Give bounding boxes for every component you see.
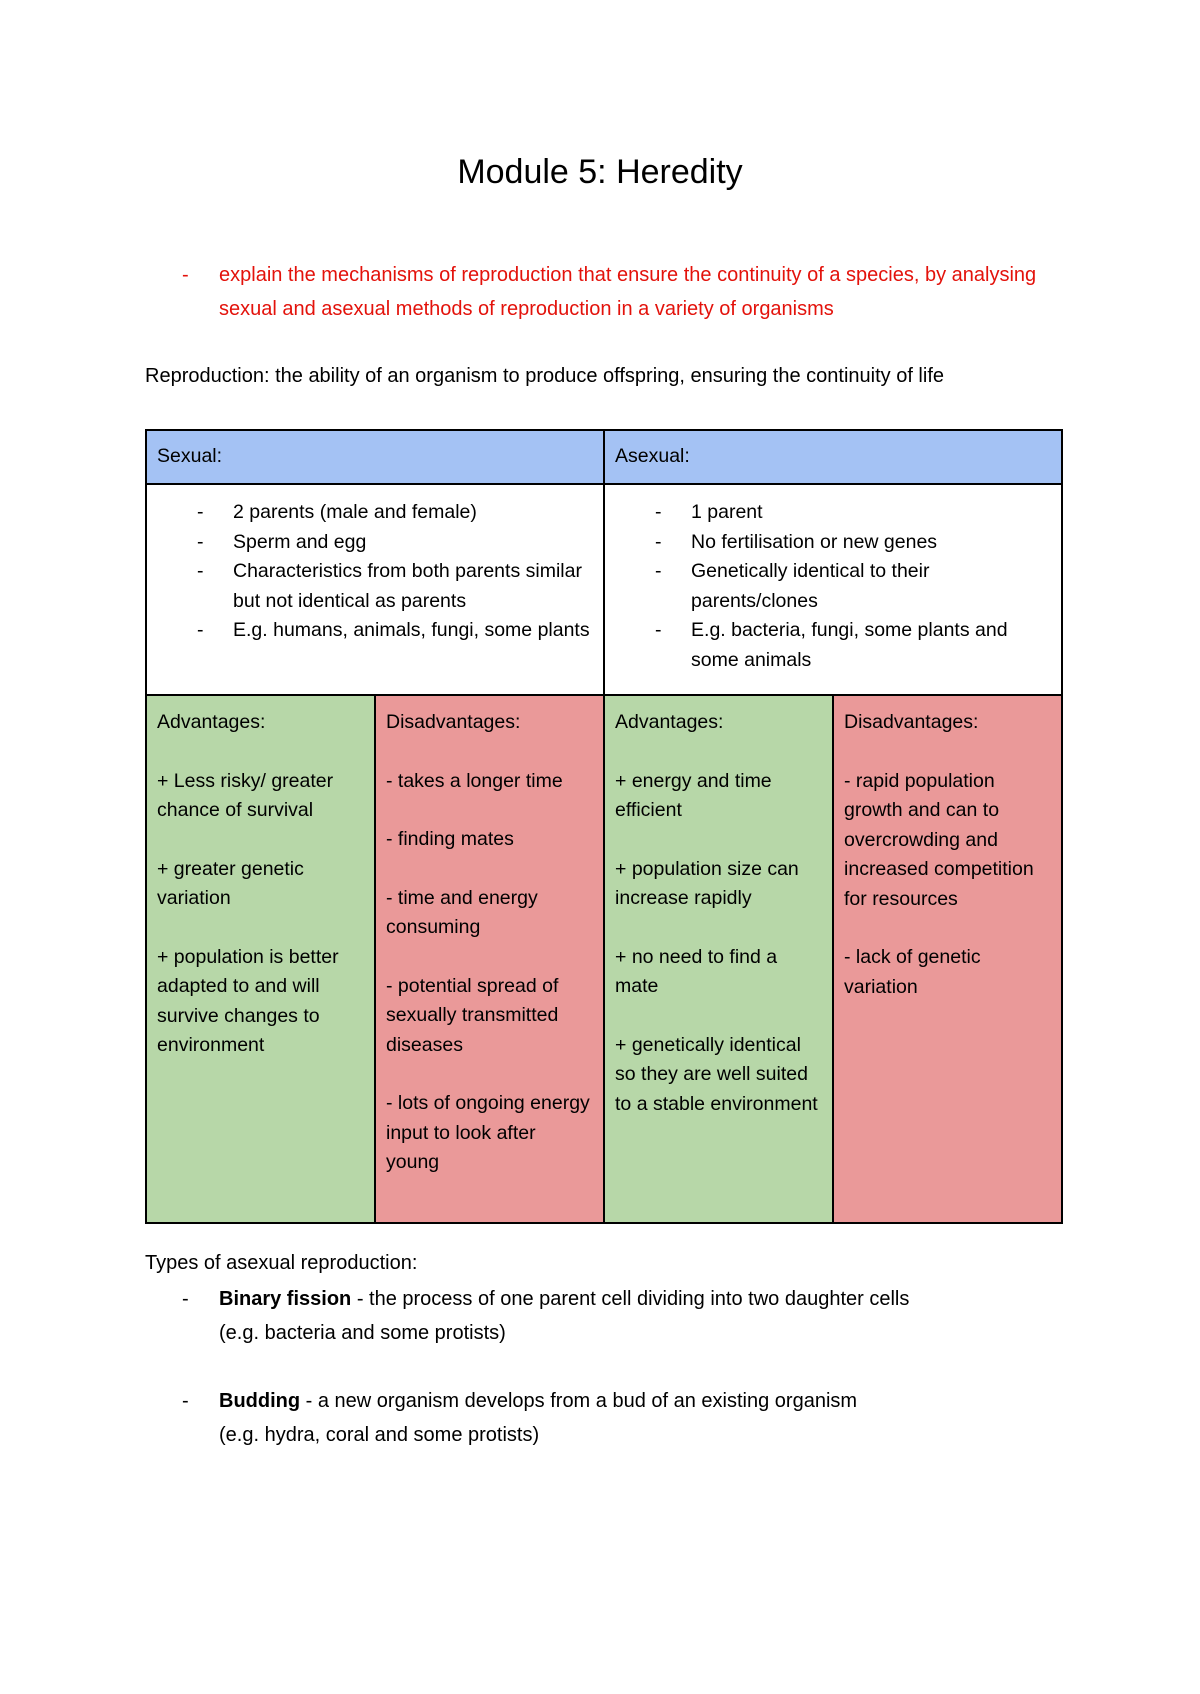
asexual-properties-list <box>615 498 1051 675</box>
disadvantage-point: - rapid population growth and can to overcrowding and increased competition for resources <box>844 769 1034 910</box>
sexual-properties <box>146 484 604 695</box>
asexual-header <box>604 430 1062 484</box>
type-example: (e.g. hydra, coral and some protists) <box>219 1424 540 1446</box>
type-term: Binary fission <box>219 1288 352 1310</box>
list-item: - Budding - a new organism develops from a bud of an existing organism (e.g. hydra, coral and some protists) <box>182 1384 1102 1452</box>
type-description: - a new organism develops from a bud of an existing organism <box>300 1390 858 1412</box>
asexual-disadvantages <box>833 695 1062 1223</box>
sexual-disadvantages-title: Disadvantages: <box>386 711 521 733</box>
list-item: - Characteristics from both parents similar but not identical as parents <box>197 560 582 612</box>
list-item: - Binary fission - the process of one parent cell dividing into two daughter cells (e.g. bacteria and some protists) <box>182 1282 1102 1350</box>
advantage-point: + population size can increase rapidly <box>615 857 799 909</box>
objective-text: explain the mechanisms of reproduction that ensure the continuity of a species, by analysing sexual and asexual methods of reproduction in a variety of organisms <box>219 264 1037 320</box>
sexual-advantages <box>146 695 375 1223</box>
disadvantage-point: - finding mates <box>386 828 514 850</box>
list-item: - Genetically identical to their parents/clones <box>655 560 930 612</box>
type-example: (e.g. bacteria and some protists) <box>219 1322 506 1344</box>
asexual-types-list <box>182 1282 1102 1486</box>
sexual-advantages-title: Advantages: <box>157 711 266 733</box>
advantage-point: + energy and time efficient <box>615 769 772 821</box>
list-item: - No fertilisation or new genes <box>655 530 938 553</box>
list-item: - 1 parent <box>655 501 763 523</box>
sexual-header-label: Sexual: <box>157 445 223 468</box>
page-title: Module 5: Heredity <box>457 153 743 191</box>
sexual-properties-list <box>157 498 593 646</box>
reproduction-definition: Reproduction: the ability of an organism to produce offspring, ensuring the continuity of life <box>145 365 944 387</box>
advantage-point: + population is better adapted to and will survive changes to environment <box>157 945 339 1056</box>
reproduction-comparison-table <box>145 429 1063 1224</box>
objective-bullet: - <box>182 264 189 286</box>
type-term: Budding <box>219 1390 301 1412</box>
learning-objective <box>182 258 1082 326</box>
asexual-disadvantages-title: Disadvantages: <box>844 711 979 733</box>
sexual-disadvantages <box>375 695 604 1223</box>
advantage-point: + greater genetic variation <box>157 857 304 909</box>
asexual-types-heading: Types of asexual reproduction: <box>145 1252 418 1274</box>
advantage-point: + no need to find a mate <box>615 945 778 997</box>
asexual-advantages <box>604 695 833 1223</box>
asexual-header-label: Asexual: <box>615 445 690 468</box>
advantage-point: + Less risky/ greater chance of survival <box>157 769 334 821</box>
disadvantage-point: - lack of genetic variation <box>844 946 981 998</box>
asexual-properties <box>604 484 1062 695</box>
list-item: - Sperm and egg <box>197 530 367 553</box>
type-description: - the process of one parent cell dividing into two daughter cells <box>351 1288 910 1310</box>
disadvantage-point: - lots of ongoing energy input to look after young <box>386 1092 590 1173</box>
list-item: - E.g. bacteria, fungi, some plants and some animals <box>655 619 1008 671</box>
list-item: - E.g. humans, animals, fungi, some plants <box>197 619 590 641</box>
disadvantage-point: - takes a longer time <box>386 769 563 792</box>
asexual-advantages-title: Advantages: <box>615 711 724 733</box>
disadvantage-point: - time and energy consuming <box>386 886 538 938</box>
disadvantage-point: - potential spread of sexually transmitted diseases <box>386 974 559 1056</box>
advantage-point: + genetically identical so they are well suited to a stable environment <box>615 1033 818 1115</box>
sexual-header <box>146 430 604 484</box>
list-item: - 2 parents (male and female) <box>197 501 477 523</box>
